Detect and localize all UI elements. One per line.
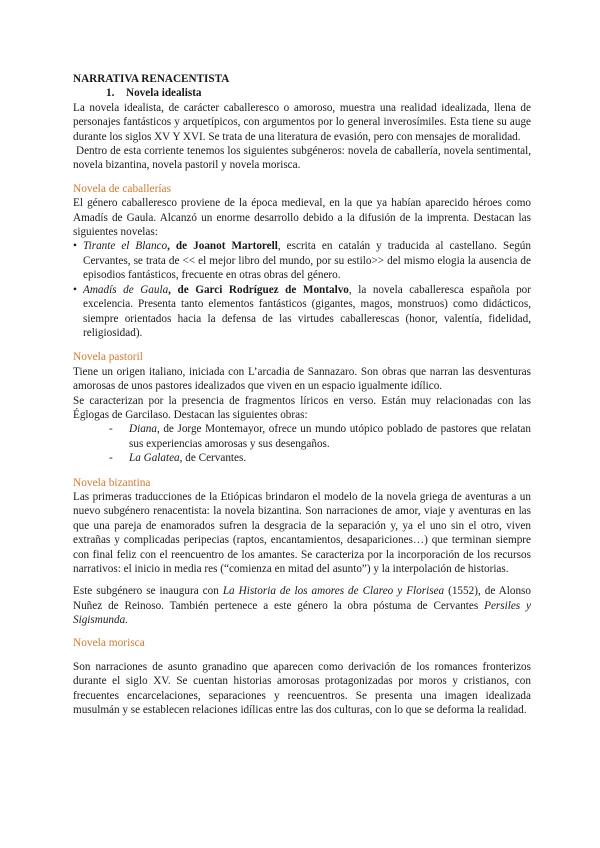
bullet-mark: • bbox=[73, 283, 77, 296]
section-title-novela-idealista bbox=[73, 86, 531, 100]
work-title: Diana bbox=[129, 423, 157, 436]
work-title: La Historia de los amores de Clareo y Florisea bbox=[222, 585, 445, 598]
section-title-text: Novela idealista bbox=[126, 87, 202, 100]
pastoril-paragraph-1: Tiene un origen italiano, iniciada con L’arcadia de Sannazaro. Son obras que narran las desventuras amorosas de unos pastores idealizados que viven en un espacio igualmente idílico. bbox=[73, 365, 531, 393]
heading-bizantina: Novela bizantina bbox=[73, 476, 151, 489]
list-item bbox=[73, 239, 531, 282]
dash-mark: - bbox=[109, 452, 113, 465]
list-item bbox=[109, 451, 531, 465]
pastoril-list bbox=[73, 422, 531, 465]
work-title: La Galatea bbox=[129, 452, 180, 465]
caballerias-paragraph: El género caballeresco proviene de la época medieval, en la que ya habían aparecido héroes como Amadís de Gaula. Alcanzó un enorme desarrollo debido a la difusión de la imprenta. Destacan las siguientes novelas: bbox=[73, 197, 531, 239]
heading-morisca: Novela morisca bbox=[73, 636, 145, 649]
heading-pastoril: Novela pastoril bbox=[73, 351, 143, 364]
pastoril-paragraph-2: Se caracterizan por la presencia de fragmentos líricos en verso. Están muy relacionadas con las Églogas de Garcilaso. Destacan las siguientes obras: bbox=[73, 394, 531, 421]
caballerias-list bbox=[73, 239, 531, 340]
work-description: , escrita en catalán y traducida al castellano. Según Cervantes, se trata de << el mejor libro del mundo, por su estilo>> del mismo elogia la ausencia de episodios fantásticos, frecuente en otras obras del género. bbox=[83, 240, 531, 282]
bizantina-paragraph-2 bbox=[73, 584, 531, 627]
bizantina-paragraph-1: Las primeras traducciones de la Etiópicas brindaron el modelo de la novela griega de aventuras a un nuevo subgénero renacentista: la novela bizantina. Son narraciones de amor, viaje y aventuras en las que una pareja de enamorados sufren la desgracia de la separación y, ya el uno sin el otro, viven extrañas y complicadas peripecias (raptos, encantamientos, desapariciones…) que terminan siempre con final feliz con el reencuentro de los amantes. Se caracteriza por la incorporación de los recursos narrativos: el inicio in media res (“comienza en mitad del asunto”) y la interpolación de historias. bbox=[73, 490, 531, 575]
intro-paragraph: La novela idealista, de carácter caballeresco o amoroso, muestra una realidad idealizada, llena de personajes fantásticos y arquetípicos, con argumentos por lo general inverosímiles. Esta tiene su auge durante los siglos XV Y XVI. Se trata de una literatura de evasión, pero con mensajes de moralidad. bbox=[73, 101, 531, 143]
document-body bbox=[73, 72, 531, 718]
section-number: 1. bbox=[106, 87, 115, 100]
dash-mark: - bbox=[109, 423, 113, 436]
morisca-paragraph: Son narraciones de asunto granadino que aparecen como derivación de los romances fronterizos durante el siglo XV. Se cuentan historias amorosas protagonizadas por moros y cristianos, con frecuentes encarcelaciones, separaciones y reencuentros. Se presenta una imagen idealizada musulmán y se establecen relaciones idílicas entre las dos culturas, con lo que se deforma la realidad. bbox=[73, 661, 531, 717]
work-description: , la novela caballeresca española por excelencia. Presenta tanto elementos fantásticos (gigantes, magos, monstruos) como didácticos, siempre orientados hacia la defensa de las virtudes caballerescas (honor, valentía, fidelidad, religiosidad). bbox=[83, 283, 531, 339]
text-run: (1552), de Alonso Nuñez de Reinoso. También pertenece a este género la obra póstuma de Cervantes bbox=[73, 585, 531, 612]
work-title: Tirante el Blanco bbox=[83, 240, 168, 253]
bullet-mark: • bbox=[73, 240, 77, 253]
work-title: Persiles y Sigismunda. bbox=[73, 599, 531, 627]
work-description: , de Jorge Montemayor, ofrece un mundo utópico poblado de pastores que relatan sus experiencias amorosas y sus desengaños. bbox=[129, 423, 531, 450]
heading-caballerias: Novela de caballerías bbox=[73, 182, 172, 195]
list-item bbox=[73, 283, 531, 341]
page-title: NARRATIVA RENACENTISTA bbox=[73, 73, 230, 85]
work-author: , de Joanot Martorell bbox=[167, 240, 278, 253]
subgenres-paragraph: Dentro de esta corriente tenemos los siguientes subgéneros: novela de caballería, novela sentimental, novela bizantina, novela pastoril y novela morisca. bbox=[73, 145, 531, 172]
work-description: , de Cervantes. bbox=[179, 452, 247, 465]
list-item bbox=[109, 422, 531, 451]
work-author: , de Garci Rodríguez de Montalvo bbox=[168, 283, 349, 296]
text-run: Este subgénero se inaugura con bbox=[73, 585, 223, 598]
work-title: Amadís de Gaula bbox=[83, 283, 169, 296]
